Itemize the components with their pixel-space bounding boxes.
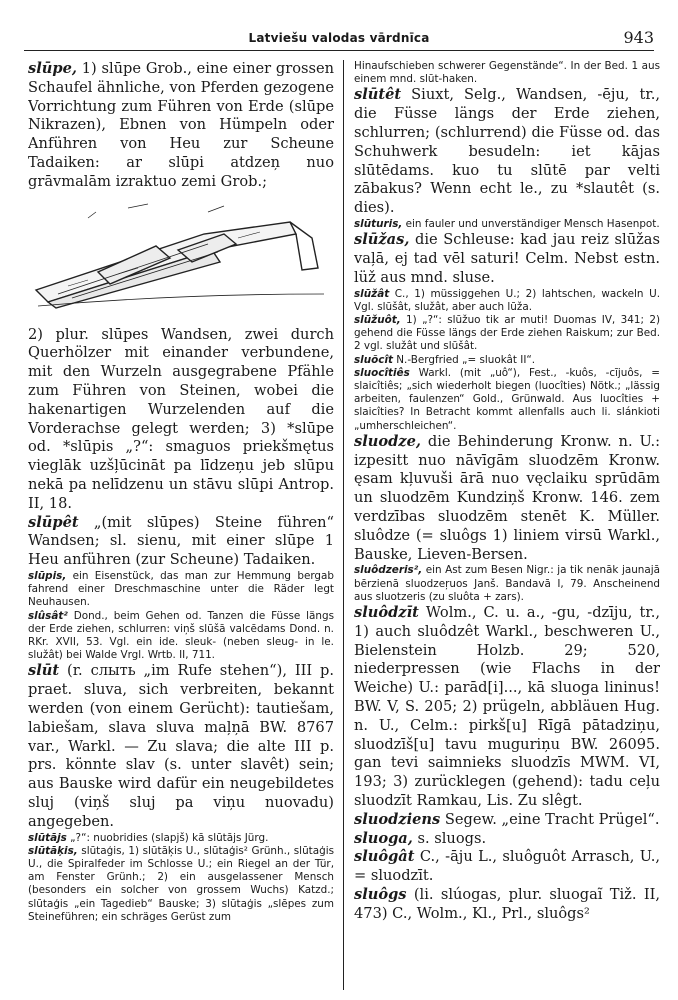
dictionary-entry bbox=[354, 433, 660, 565]
dictionary-entry bbox=[28, 845, 334, 924]
dictionary-entry bbox=[28, 662, 334, 831]
dictionary-entry-continued: Hinaufschieben schwerer Gegenstände“. In der Bed. 1 aus einem mnd. slūt-haken. bbox=[354, 60, 660, 86]
headword: sluodze, bbox=[354, 432, 421, 450]
entry-text: ein fauler und unverständiger Mensch Hasenpot. bbox=[402, 217, 660, 230]
headword: slūturis, bbox=[354, 217, 403, 230]
headword: sluôdzeris², bbox=[354, 564, 423, 577]
headword: slūžât bbox=[354, 287, 390, 300]
headword: slūpêt bbox=[28, 513, 79, 531]
entry-text: die Schleuse: kad jau reiz slūžas vaļā, ej tad vēl saturi! Celm. Nebst estn. lüž aus mnd. sluse. bbox=[354, 231, 660, 286]
entry-text: Warkl. (mit „uô“), Fest., -kuôs, -cījuôs, = slaicîtiês; „sich wiederholt biegen (luocîties) Nötk.; „lässig arbeiten, faulenzen“ Gold., Grünwald. Aus luocîties + slaicîties? In Betracht kommt allenfalls auch li. slánkioti „umherschleichen“. bbox=[354, 366, 660, 432]
entry-text: Segew. „eine Tracht Prügel“. bbox=[440, 810, 660, 828]
entry-text: slūtaģis, 1) slūtāķis U., slūtaģis² Grünh., slūtaģis U., die Spiralfeder im Schlosse U.; ein Riegel an der Tür, am Fenster Grünh.; 2) ein ausgelassener Mensch (besonders ein solcher von grossem Wuchs) Katzd.; slūtaģis „ein Tagedieb“ Bauske; 3) slūtaģis „slēpes zum Steineführen; ein schräges Gerüst zum bbox=[28, 844, 334, 923]
entry-text: (li. slúogas, plur. sluogaĩ Tiž. II, 473) C., Wolm., Kl., Prl., sluôgs² bbox=[354, 885, 660, 922]
entry-text: Siuxt, Selg., Wandsen, -ēju, tr., die Füsse längs der Erde ziehen, schlurren; (schlurrend) die Füsse od. das Schuhwerk besudeln: iet kājas slūtēdams. kuo tu slūtē par velti zābakus? Wenn echt le., zu *slautêt (s. dies). bbox=[354, 86, 660, 217]
headword: slūžas, bbox=[354, 231, 410, 249]
entry-text: ein Eisenstück, das man zur Hemmung bergab fahrend einer Dreschmaschine unter die Räder legt Neuhausen. bbox=[28, 569, 334, 609]
dictionary-entry bbox=[354, 848, 660, 886]
entry-text: (r. слыть „im Rufe stehen“), III p. praet. sluva, sich verbreiten, bekannt werden (von einem Gerücht): tautiešam, labiešam, slava sluva maļņā BW. 8767 var., Warkl. — Zu slava; die alte III p. prs. könnte slav (s. unter slavêt) sein; aus Bauske wird dafür ein neugebildetes sluj (viņš sluj pa viņu nuovadu) angegeben. bbox=[28, 662, 334, 830]
headword: sluodziens bbox=[354, 810, 441, 828]
headword: slūt bbox=[28, 662, 60, 680]
headword: slūpe, bbox=[28, 60, 77, 77]
dictionary-entry bbox=[28, 610, 334, 663]
column-divider bbox=[343, 60, 344, 990]
headword: slūpis, bbox=[28, 569, 67, 582]
entry-text: ein Ast zum Besen Nigr.: ja tik nenāk jaunajā bērzienā sluodzeŗuos Janš. Bandavā I, 79. Anscheinend aus sluotzeris (zu sluôta + zars). bbox=[354, 564, 660, 603]
running-title: Latviešu valodas vārdnīca bbox=[248, 31, 430, 45]
entry-text: Dond., beim Gehen od. Tanzen die Füsse längs der Erde ziehen, schlurren: viņš slūšā valcēdams Dond. n. RKr. XVII, 53. Vgl. ein ide. sleuk- (neben sleug- in le. služât) bei Walde Vrgl. Wrtb. II, 711. bbox=[28, 609, 334, 662]
dictionary-entry bbox=[28, 832, 334, 845]
dictionary-entry bbox=[28, 60, 334, 192]
headword: slūtāķis, bbox=[28, 844, 78, 857]
entry-text: 1) slūpe Grob., eine einer grossen Schaufel ähnliche, von Pferden gezogene Vorrichtung zum Führen von Erde (slūpe Nikrazen), Ebnen von Hümpeln oder Anführen von Heu zur Scheune Tadaiken: ar slūpi atdzeņ nuo grāvmalām izraktuo zemi Grob.; bbox=[28, 60, 334, 190]
dictionary-entry bbox=[354, 830, 660, 849]
dictionary-entry bbox=[28, 570, 334, 610]
headword: slūtājs bbox=[28, 831, 67, 844]
dictionary-entry bbox=[28, 514, 334, 570]
entry-text: s. sluogs. bbox=[412, 829, 487, 847]
left-column bbox=[28, 60, 334, 924]
entry-text: C., -āju L., sluôguôt Arrasch, U., = sluodzīt. bbox=[354, 848, 660, 885]
dictionary-entry bbox=[354, 314, 660, 354]
dictionary-entry bbox=[354, 86, 660, 218]
dictionary-entry bbox=[354, 604, 660, 811]
dictionary-entry bbox=[354, 367, 660, 433]
headword: sluocîtiês bbox=[354, 366, 410, 379]
dictionary-entry bbox=[354, 218, 660, 231]
dictionary-entry bbox=[354, 354, 660, 367]
dictionary-entry bbox=[354, 886, 660, 924]
dictionary-entry bbox=[354, 564, 660, 604]
entry-text: „(mit slūpes) Steine führen“ Wandsen; sl. sienu, mit einer slūpe 1 Heu anführen (zur Scheune) Tadaiken. bbox=[28, 513, 334, 569]
headword: slûsât² bbox=[28, 609, 68, 622]
headword: sluôgs bbox=[354, 885, 407, 903]
dictionary-entry bbox=[354, 288, 660, 314]
headword: sluôgât bbox=[354, 848, 415, 866]
entry-text: Wolm., C. u. a., -gu, -dzīju, tr., 1) auch sluôdzêt Warkl., beschweren U., Bielenstein Holzb. 29; 520, niederpressen (wie Flachs in der Weiche) U.: parād[i]..., kā sluoga lininus! BW. V, S. 205; 2) prügeln, abbläuen Hug. n. U., Celm.: pirkš[u] Rīgā pātadziņu, sluodzīš[u] tavu muguriņu BW. 26095. gan tevi saimnieks sluodzīs MWM. VI, 193; 3) zurücklegen (gehend): tadu ceļu sluodzīt Ramkau, Lis. Zu slêgt. bbox=[354, 604, 660, 809]
entry-text: N.-Bergfried „= sluokât II“. bbox=[392, 353, 536, 366]
page-number: 943 bbox=[623, 28, 654, 47]
entry-text: 1) „?“: slūžuo tik ar muti! Duomas IV, 341; 2) gehend die Füsse längs der Erde ziehen Raiskum; zur Bed. 2 vgl. služât und slūšât. bbox=[354, 313, 660, 353]
dictionary-entry-continued: 2) plur. slūpes Wandsen, zwei durch Querhölzer mit einander verbundene, mit den Wurzeln ausgegrabene Pfähle zum Führen von Steinen, wobei die hakenartigen Wurzelenden auf die Vorderachse gelegt werden; 3) *slūpe od. *slūpis „?“: smaguos priekšmętus vieglāk uzšļūcināt pa līdzeņu jeb slūpu nekā pa nelīdzenu un stāvu slūpi Antrop. II, 18. bbox=[28, 325, 334, 512]
dictionary-entry bbox=[354, 811, 660, 830]
headword: sluôdzīt bbox=[354, 604, 419, 621]
headword: sluoga, bbox=[354, 829, 413, 847]
entry-text: C., 1) müssiggehen U.; 2) lahtschen, wackeln U. Vgl. slūšât, služât, aber auch lūža. bbox=[354, 287, 660, 313]
headword: slūtêt bbox=[354, 86, 402, 104]
slupe-illustration bbox=[28, 198, 334, 310]
page-header bbox=[24, 28, 654, 51]
entry-text: „?“: nuobridies (slapjš) kā slūtājs Jürg. bbox=[66, 831, 269, 844]
headword: sluõcît bbox=[354, 353, 393, 366]
dictionary-entry bbox=[354, 231, 660, 287]
right-column bbox=[354, 60, 660, 924]
entry-text: die Behinderung Kronw. n. U.: izpesitt nuo nāvīgām sluodzēm Kronw. ęsam kļuvuši ārā nuo vęclaiku sprūdām un sluodzēm Kundziņš Kronw. 146. zem verdzības sluodzēm stenēt K. Müller. sluôdze (= sluôgs 1) liniem virsū Warkl., Bauske, Lieven-Bersen. bbox=[354, 432, 660, 563]
headword: slūžuôt, bbox=[354, 313, 401, 326]
